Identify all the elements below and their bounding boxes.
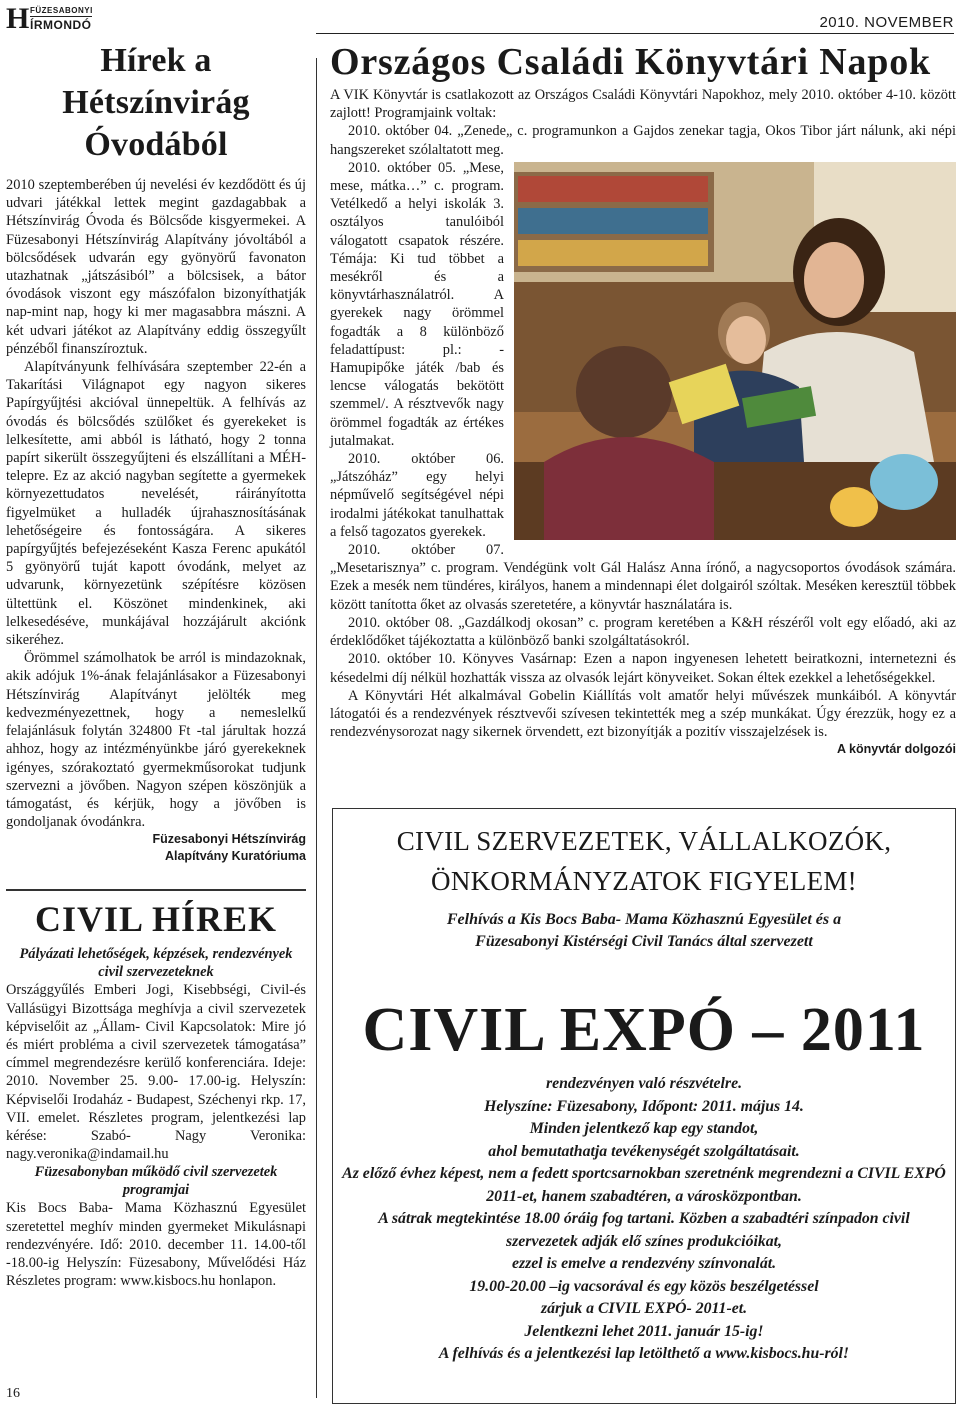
left-article-signature — [6, 831, 306, 865]
expo-intro — [333, 909, 955, 953]
expo-detail-line: zárjuk a CIVIL EXPÓ- 2011-et. — [540, 1300, 748, 1317]
right-article-body — [330, 86, 956, 741]
right-paragraph: 2010. október 06. „Játszóház” egy helyi népművelő segítségével népi irodalmi játékokat tanulhattak a felső tagozatos gyerekek. — [330, 451, 504, 540]
left-article-body — [6, 176, 306, 831]
logo-top-text: FÜZESABONYI — [30, 6, 93, 15]
expo-details — [333, 1073, 955, 1366]
right-paragraph: 2010. október 05. „Mese, mese, mátka…” c. program. Vetélkedő a helyi iskolák 3. osztályos tanulóiból válogatott csapatok részére. Témája: Ki tud többet a mesékről és a könyvtárhasználatról. A gyerekek nagy örömmel fogadták a 8 különböző feladattípust: pl.: - Hamupipőke játék /bab és lencse válogatás bekötött szemmel/. A résztvevők nagy örömmel fogadták az értékes jutalmakat. — [330, 159, 504, 449]
library-event-photo — [514, 162, 956, 540]
right-paragraph: 2010. október 08. „Gazdálkodj okosan” c. program keretében a K&H részéről volt egy előadó, aki az érdeklődőket tájékoztatta a különböző banki szolgáltatásokról. — [330, 614, 956, 650]
expo-headline-line2: ÖNKORMÁNYZATOK FIGYELEM! — [431, 866, 857, 896]
expo-detail-line: Az előző évhez képest, nem a fedett sportcsarnokban szeretnénk megrendezni a CIVIL EXPÓ 2011-et, hanem szabadtéren, a városközpontban. — [342, 1165, 946, 1205]
right-article-title: Országos Családi Könyvtári Napok — [330, 41, 931, 83]
left-article-title — [6, 40, 306, 166]
logo-bottom-text: ÍRMONDÓ — [30, 18, 92, 32]
page-number: 16 — [6, 1386, 20, 1401]
expo-detail-line: A sátrak megtekintése 18.00 óráig fog tartani. Közben a szabadtéri színpadon civil szervezetek adják elő színes produkcióikat, — [378, 1210, 910, 1250]
expo-detail-line: A felhívás és a jelentkezési lap letölthető a www.kisbocs.hu-ról! — [438, 1345, 850, 1362]
right-paragraph: 2010. október 04. „Zenede„ c. programunkon a Gajdos zenekar tagja, Okos Tibor járt nálunk, aki népi hangszereket szólaltatott meg. — [330, 123, 956, 158]
photo-illustration — [514, 162, 956, 540]
left-title-line1: Hírek a Hétszínvirág — [62, 42, 250, 121]
expo-headline-line1: CIVIL SZERVEZETEK, VÁLLALKOZÓK, — [396, 826, 892, 856]
expo-detail-line: rendezvényen való részvételre. — [545, 1075, 743, 1092]
expo-detail-line: Minden jelentkező kap egy standot, — [529, 1120, 759, 1137]
civil-expo-announcement — [332, 808, 956, 1404]
civil-subtitle-1: Pályázati lehetőségek, képzések, rendezvények civil szervezeteknek — [19, 946, 293, 981]
civil-hirek-section — [6, 889, 306, 1290]
expo-detail-line: Helyszíne: Füzesabony, Időpont: 2011. május 14. — [484, 1097, 804, 1115]
expo-intro-line2: Füzesabonyi Kistérségi Civil Tanács által szervezett — [475, 933, 813, 950]
left-title-line2: Óvodából — [84, 126, 228, 163]
header-rule — [316, 33, 954, 34]
expo-intro-line1: Felhívás a Kis Bocs Baba- Mama Közhasznú Egyesület és a — [446, 911, 842, 928]
logo-initial: H — [6, 2, 29, 35]
right-paragraph: 2010. október 07. „Mesetarisznya” c. program. Vendégünk volt Gál Halász Anna írónő, a nagycsoportos óvodások számára. Ezek a mesék nem tündéres, királyos, hanem a mindennapi élet dolgairól szóltak. Meséken keresztül többek között tanította őket az olvasás szeretetére, a könyvtár használatára is. — [330, 542, 956, 613]
signature-line2: Alapítvány Kuratóriuma — [164, 849, 306, 864]
expo-detail-line: Jelentkezni lehet 2011. január 15-ig! — [524, 1322, 764, 1340]
left-column — [6, 40, 306, 1404]
issue-date: 2010. NOVEMBER — [819, 14, 954, 31]
civil-text-1: Országgyűlés Emberi Jogi, Kisebbségi, Civil-és Vallásügyi Bizottsága meghívja a civil szervezetek képviselőit az „Állam- Civil Kapcsolatok: Mire jó és miért probléma a civil szervezetek támogatása” címmel megrendezésre kerülő konferenciára. Ideje: 2010. November 25. 9.00- 17.00-ig. Helyszín: Képviselői Irodaház - Budapest, Széchenyi rkp. 17, VII. emelet. Részletes program, jelentkezési lap kérése: Szabó- Nagy Veronika: nagy.veronika@indamail.hu — [6, 982, 306, 1163]
expo-detail-line: ezzel is emelve a rendezvény színvonalát. — [511, 1255, 777, 1272]
left-paragraph: Alapítványunk felhívására szeptember 22-én a Takarítási Világnapot egy nagyon sikeres Papírgyűjtési akcióval ünnepeltük. A felhívás az óvodás és bölcsődés szülőket és gyerekeket is lelkesítette, ami abból is látható, hogy 2 tonna papírt sikerült összegyűjteni és elszállítani a MÉH-telepre. Ez az akció nagyban segítette a gyermekek környezettudatos nevelését, ráirányította figyelmüket a hulladék újrahasznosításának lehetőségeire és fontosságára. A sikeres papírgyűjtés befejezéseként Kasza Ferenc apukától 5 gyönyörű tuját kapott óvodánk, melyet az udvarunk, környezetünk szépítésre közösen ültettünk el. Köszönet mindenkinek, aki lelkesedéséve, munkájával hozzájárult akciónk sikeréhez. — [6, 359, 306, 649]
right-paragraph: 2010. október 10. Könyves Vasárnap: Ezen a napon ingyenesen lehetett beiratkozni, internetezni és késedelmi díj nélkül hozhatták vissza az olvasók lejárt könyveiket. Sokan éltek ezekkel a lehetőségekkel. — [330, 651, 956, 686]
expo-detail-line: 19.00-20.00 –ig vacsorával és egy közös beszélgetéssel — [469, 1277, 819, 1295]
left-paragraph: 2010 szeptemberében új nevelési év kezdődött és új udvari játékkal lettek megint gazdagabbak a Hétszínvirág Óvoda és Bölcsőde kisgyermekei. A Füzesabonyi Hétszínvirág Alapítvány jóvoltából a bölcsődések udvarán egy gyönyörű favonaton utazhatnak „játszásiból” a bölcsisek, a bátor óvodások viszont egy mászófalon bizonyíthatják nap-mint nap, hogy ki mer magasabbra mászni. A két udvari játékot az Alapítvány eddig összegyűlt pénzéből finanszíroztuk. — [6, 177, 306, 357]
expo-detail-line: ahol bemutathatja tevékenységét szolgáltatásait. — [488, 1142, 800, 1160]
column-divider — [316, 58, 317, 1398]
expo-event-name: CIVIL EXPÓ – 2011 — [362, 996, 926, 1064]
right-column — [330, 40, 956, 758]
newspaper-logo — [6, 4, 116, 34]
right-paragraph: A Könyvtári Hét alkalmával Gobelin Kiállítás volt amatőr helyi művészek munkáiból. A könyvtár látogatói és a rendezvények résztvevői szívesen tekintették meg a szép munkákat. Úgy érezzük, hogy ez a rendezvénysorozat nagy sikernek örvendett, ezt bizonyítják a pozitív visszajelzések is. — [330, 687, 956, 741]
right-article-signature: A könyvtár dolgozói — [837, 742, 956, 757]
left-paragraph: Örömmel számolhatok be arról is mindazoknak, akik adójuk 1%-ának felajánlásakor a Füzesabonyi Hétszínvirág Alapítványt jelölték meg kedvezményezettnek, hogy a nemeslelkű felajánlásuk folytán 324800 Ft -tal járultak hozzá ahhoz, hogy az intézményünkbe járó gyerekeknek igényes, szórakoztató gyermekműsorokat tudjunk szervezni a jövőben. Nagyon szépen köszönjük a támogatást, és kérjük, hogy a jövőben is gondoljanak óvodánkra. — [6, 650, 306, 831]
signature-line1: Füzesabonyi Hétszínvirág — [152, 832, 306, 847]
civil-subtitle-2: Füzesabonyban működő civil szervezetek programjai — [34, 1164, 278, 1199]
expo-headline — [333, 821, 955, 901]
civil-hirek-title: CIVIL HÍREK — [34, 899, 278, 940]
right-intro: A VIK Könyvtár is csatlakozott az Országos Családi Könyvtári Napokhoz, mely 2010. október 4-10. között zajlott! Programjaink voltak: — [330, 87, 956, 122]
civil-text-2: Kis Bocs Baba- Mama Közhasznú Egyesület szeretettel meghív minden gyermeket Mikulásnapi rendezvényére. Idő: 2010. december 11. 14.00-től -18.00-ig Helyszín: Füzesabony, Művelődési Ház Részletes program: www.kisbocs.hu honlapon. — [6, 1200, 306, 1290]
